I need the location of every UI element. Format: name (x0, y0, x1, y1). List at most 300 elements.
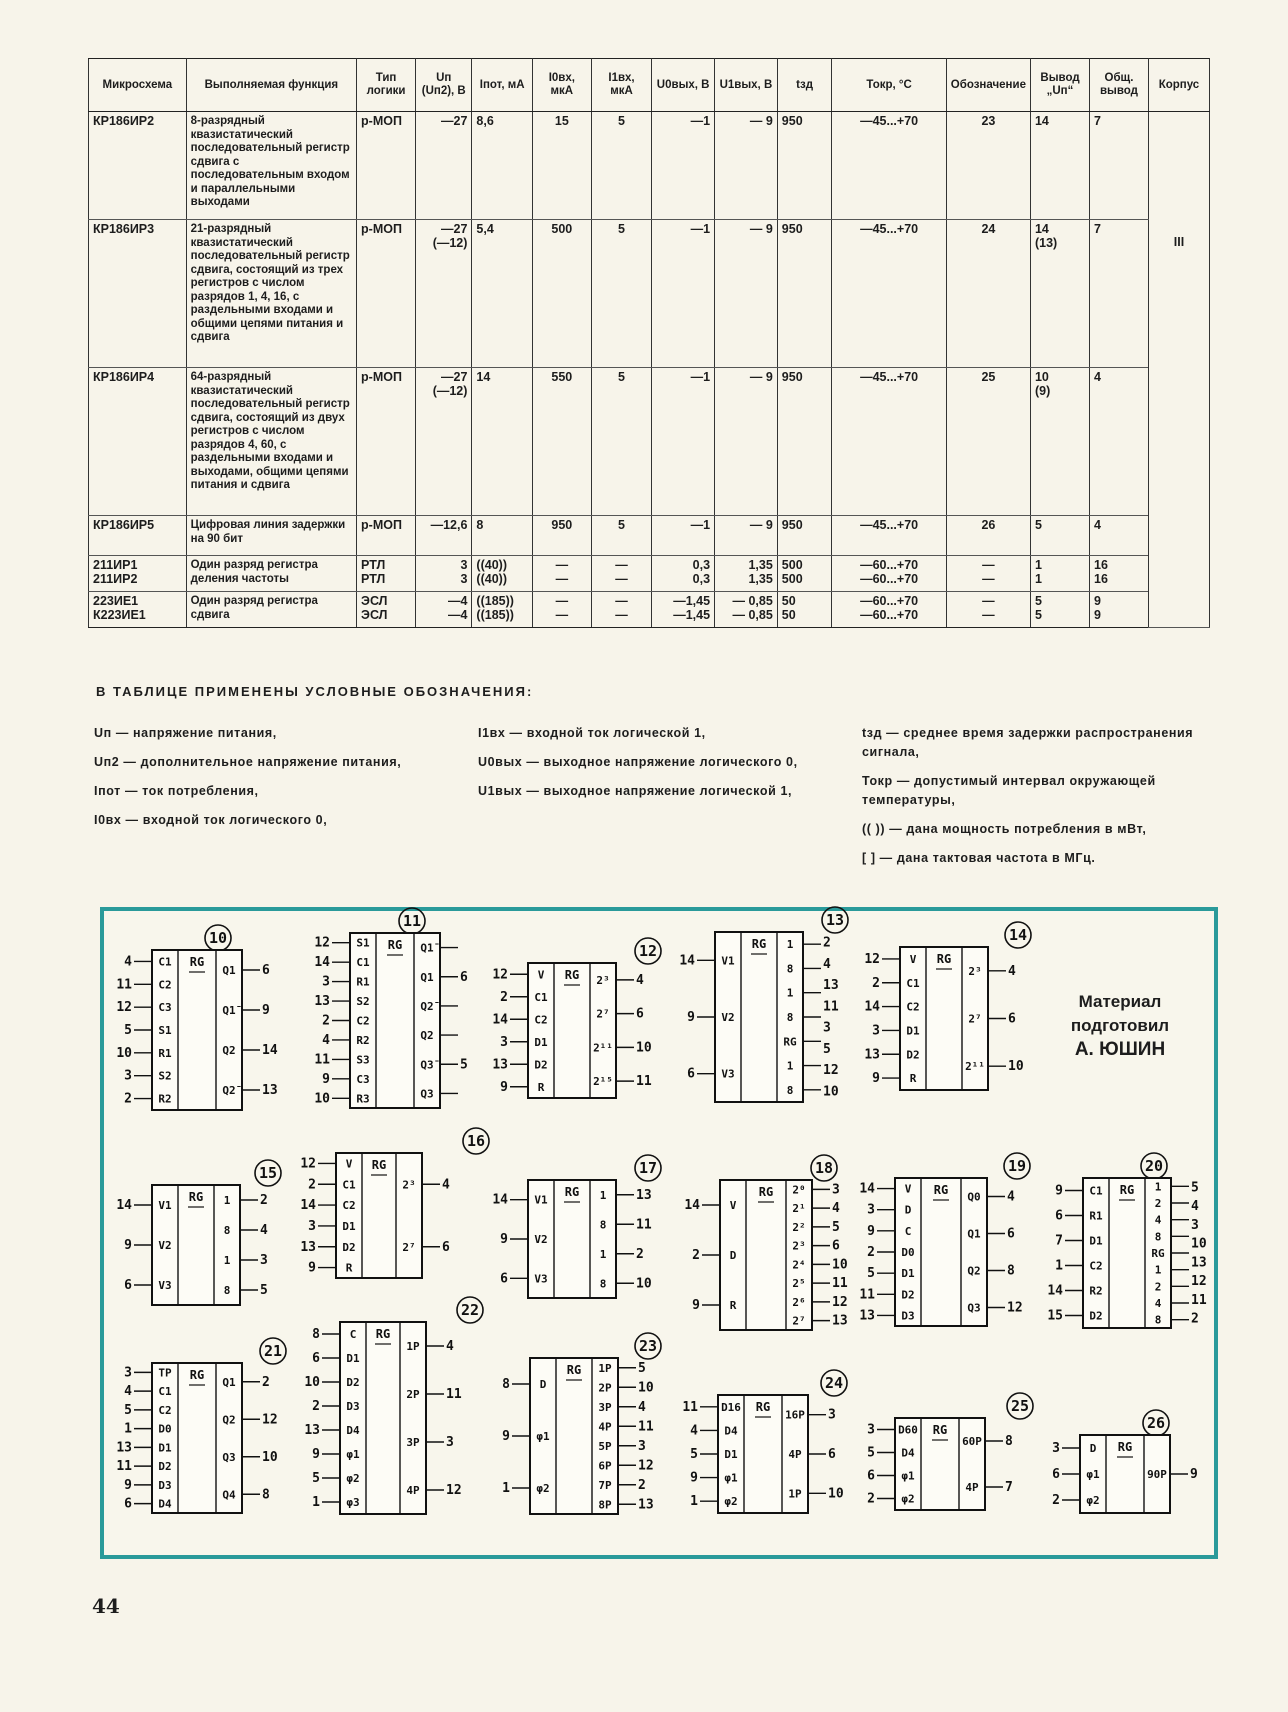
output-label: 1 (1154, 1180, 1162, 1194)
pin-number-in: 10 (304, 1375, 320, 1390)
cell-korpus: III (1148, 112, 1209, 628)
pin-number-in: 2 (692, 1248, 700, 1263)
pin-number-in: 1 (502, 1481, 510, 1496)
input-label: φ2 (536, 1482, 550, 1495)
cell-oboz: 23 (946, 112, 1030, 220)
input-label: C (904, 1224, 912, 1238)
pin-number-out: 5 (638, 1360, 646, 1376)
cell-chip: 211ИР1 211ИР2 (89, 556, 187, 592)
output-label: 2³ (968, 964, 982, 978)
input-label: S3 (356, 1053, 370, 1067)
output-label: 1 (786, 1059, 794, 1073)
input-label: D1 (342, 1219, 356, 1233)
pin-number-out: 5 (823, 1041, 831, 1057)
pin-number-in: 13 (859, 1308, 875, 1324)
output-label: 1P (598, 1361, 612, 1375)
input-label: φ1 (536, 1430, 550, 1443)
pin-number-in: 14 (859, 1181, 875, 1197)
register-label: RG (566, 1363, 582, 1377)
input-label: V1 (721, 954, 735, 968)
diagram-number: 14 (1008, 926, 1028, 944)
col-header: Общ. вывод (1090, 59, 1149, 112)
output-label: 2³ (402, 1178, 416, 1192)
diagram-number: 17 (638, 1159, 658, 1177)
output-label: RG (1151, 1247, 1165, 1260)
pin-number-in: 8 (312, 1327, 320, 1342)
pin-number-in: 5 (867, 1445, 875, 1461)
output-label: 8 (223, 1284, 231, 1297)
pin-number-out: 4 (260, 1223, 268, 1238)
input-label: V2 (158, 1239, 172, 1252)
pin-number-in: 14 (492, 1012, 508, 1028)
input-label: S1 (356, 936, 370, 950)
output-label: 6P (598, 1459, 612, 1473)
pin-number-out: 2 (260, 1193, 268, 1208)
cell-u0: —1 (652, 516, 715, 556)
register-label: RG (751, 937, 767, 951)
pin-number-in: 13 (116, 1440, 132, 1456)
diagram-number: 24 (824, 1374, 844, 1392)
legend-item: Uп2 — дополнительное напряжение питания, (94, 755, 402, 769)
pin-number-out: 4 (636, 972, 644, 988)
pin-number-out: 12 (638, 1458, 654, 1474)
col-header: Iпот, мА (472, 59, 533, 112)
pin-number-out: 11 (832, 1276, 848, 1292)
input-label: D (904, 1203, 912, 1217)
cell-chip: 223ИЕ1 К223ИЕ1 (89, 592, 187, 628)
output-label: Q0 (967, 1190, 981, 1204)
legend-item: U0вых — выходное напряжение логического 0, (478, 755, 798, 769)
output-label: Q3̄ (420, 1058, 434, 1072)
pin-number-in: 3 (124, 1365, 132, 1381)
pin-number-out: 12 (1191, 1274, 1207, 1290)
pin-number-in: 8 (502, 1377, 510, 1392)
legend-item: tзд — среднее время задержки распространения сигнала, (862, 726, 1194, 759)
register-label: RG (932, 1423, 948, 1437)
output-label: 8 (599, 1277, 607, 1291)
pin-number-out: 9 (1190, 1467, 1198, 1482)
input-label: R1 (1089, 1209, 1103, 1223)
output-label: 2 (1154, 1280, 1162, 1294)
pin-number-in: 6 (500, 1271, 508, 1287)
pin-number-in: 12 (116, 1000, 132, 1016)
output-label: 2P (598, 1381, 612, 1395)
output-label: 1 (1154, 1263, 1162, 1277)
pin-number-in: 9 (867, 1223, 875, 1239)
input-label: C2 (158, 1403, 172, 1417)
pin-number-out: 2 (636, 1246, 644, 1262)
pin-number-out: 3 (446, 1435, 454, 1450)
output-label: 3P (598, 1400, 612, 1414)
pin-number-out: 13 (262, 1083, 278, 1098)
cell-up: —27 (—12) (416, 368, 472, 516)
pin-number-in: 14 (679, 953, 695, 969)
pin-number-in: 9 (124, 1477, 132, 1493)
output-label: 2⁴ (792, 1258, 806, 1272)
cell-vyvod: 14 (13) (1030, 220, 1089, 368)
col-header: Обозначение (946, 59, 1030, 112)
pin-number-out: 12 (1007, 1300, 1023, 1316)
cell-vyvod: 5 5 (1030, 592, 1089, 628)
pin-number-out: 12 (262, 1412, 278, 1428)
pin-number-in: 11 (314, 1052, 330, 1068)
pin-number-out: 4 (446, 1339, 454, 1354)
cell-i0: 950 (532, 516, 591, 556)
cell-i0: — — (532, 556, 591, 592)
cell-u1: — 9 (715, 112, 778, 220)
input-label: C3 (356, 1072, 370, 1086)
diagram-number: 11 (402, 912, 422, 930)
pin-number-out: 4 (638, 1399, 646, 1415)
output-label: 2 (1154, 1197, 1162, 1210)
pin-number-out: 3 (828, 1407, 836, 1423)
output-label: 2³ (596, 973, 610, 987)
cell-ipot: ((185)) ((185)) (472, 592, 533, 628)
output-label: Q2 (967, 1264, 981, 1278)
input-label: R (537, 1080, 545, 1094)
pin-number-out: 13 (1191, 1255, 1207, 1271)
output-label: 60P (962, 1435, 982, 1448)
cell-obsh: 16 16 (1090, 556, 1149, 592)
input-label: φ1 (724, 1471, 738, 1485)
legend-item: (( )) — дана мощность потребления в мВт, (862, 822, 1147, 836)
input-label: V1 (158, 1199, 172, 1212)
col-header: Тип логики (357, 59, 416, 112)
input-label: C3 (158, 1001, 172, 1015)
col-header: I1вх, мкА (591, 59, 652, 112)
pin-number-in: 3 (124, 1068, 132, 1084)
pin-number-in: 2 (124, 1091, 132, 1107)
cell-u0: —1 (652, 368, 715, 516)
pin-number-in: 9 (322, 1071, 330, 1087)
cell-vyvod: 14 (1030, 112, 1089, 220)
output-label: Q1̄ (420, 941, 434, 955)
pin-number-out: 4 (442, 1177, 450, 1193)
col-header: U0вых, В (652, 59, 715, 112)
output-label: 8P (598, 1498, 612, 1512)
cell-oboz: 26 (946, 516, 1030, 556)
pin-number-in: 6 (1055, 1208, 1063, 1224)
input-label: R1 (356, 975, 370, 989)
cell-ipot: 14 (472, 368, 533, 516)
cell-logic: ЭСЛ ЭСЛ (357, 592, 416, 628)
cell-temp: —45...+70 (832, 368, 946, 516)
input-label: C2 (356, 1014, 370, 1028)
output-label: Q3 (420, 1087, 434, 1101)
pin-number-out: 8 (1005, 1434, 1013, 1449)
cell-logic: р-МОП (357, 112, 416, 220)
cell-temp: —60...+70 —60...+70 (832, 556, 946, 592)
output-label: 1 (786, 986, 794, 1000)
input-label: C2 (534, 1013, 548, 1027)
register-label: RG (189, 1368, 205, 1382)
input-label: D (1089, 1442, 1097, 1455)
pin-number-out: 6 (828, 1447, 836, 1462)
output-label: 2⁷ (402, 1240, 416, 1254)
pin-number-in: 2 (867, 1245, 875, 1260)
input-label: V (537, 968, 545, 982)
pin-number-out: 11 (636, 1074, 652, 1090)
pin-number-out: 9 (262, 1003, 270, 1018)
cell-function: 21-разрядный квазистатический последовательный регистр сдвига, состоящий из трех регистров с числом разрядов 1, 4, 16, с раздельными входами и общими цепями питания и сдвига (186, 220, 356, 368)
diagram-number: 20 (1144, 1157, 1164, 1175)
input-label: D1 (906, 1024, 920, 1038)
cell-oboz: 24 (946, 220, 1030, 368)
pin-number-out: 3 (260, 1253, 268, 1268)
input-label: R (729, 1299, 737, 1312)
input-label: V3 (534, 1272, 548, 1286)
cell-chip: КР186ИР5 (89, 516, 187, 556)
output-label: 8 (786, 1083, 794, 1097)
col-header: I0вх, мкА (532, 59, 591, 112)
diagram-number: 10 (208, 929, 228, 947)
pin-number-out: 3 (832, 1182, 840, 1198)
register-label: RG (1119, 1183, 1135, 1197)
diagram-number: 21 (263, 1342, 283, 1360)
pin-number-in: 3 (872, 1023, 880, 1039)
pin-number-out: 4 (1007, 1189, 1015, 1205)
cell-up: —4 —4 (416, 592, 472, 628)
pin-number-out: 2 (638, 1477, 646, 1493)
output-label: 8 (599, 1218, 607, 1232)
pin-number-out: 11 (638, 1419, 654, 1435)
input-label: TP (158, 1366, 172, 1380)
input-label: C1 (356, 956, 370, 970)
pin-number-in: 3 (308, 1218, 316, 1234)
pin-number-out: 4 (832, 1201, 840, 1217)
pin-number-out: 10 (638, 1380, 654, 1396)
diagram-number: 12 (638, 942, 658, 960)
cell-i1: 5 (591, 368, 652, 516)
cell-i1: 5 (591, 112, 652, 220)
cell-oboz: — — (946, 556, 1030, 592)
col-header: tзд (777, 59, 832, 112)
author-line-1: Материал (1078, 992, 1162, 1011)
author-line-2: подготовил (1070, 1016, 1170, 1035)
input-label: R2 (158, 1092, 172, 1106)
pin-number-out: 10 (828, 1486, 844, 1502)
pin-number-out: 10 (1008, 1059, 1024, 1075)
pin-number-in: 9 (308, 1260, 316, 1276)
pin-number-out: 4 (823, 956, 831, 972)
input-label: D3 (901, 1309, 915, 1323)
cell-ipot: 8,6 (472, 112, 533, 220)
output-label: 5P (598, 1439, 612, 1453)
pin-number-in: 13 (864, 1047, 880, 1063)
author-credit (1050, 990, 1190, 1062)
input-label: φ2 (901, 1492, 915, 1506)
output-label: 2¹¹ (965, 1060, 985, 1074)
pin-number-in: 1 (312, 1495, 320, 1510)
output-label: 4 (1154, 1213, 1162, 1227)
output-label: 1P (406, 1340, 420, 1353)
pin-number-in: 14 (300, 1198, 316, 1214)
output-label: 1 (786, 938, 794, 952)
pin-number-in: 14 (314, 955, 330, 971)
pin-number-out: 10 (636, 1040, 652, 1056)
author-name: А. ЮШИН (1074, 1039, 1166, 1060)
input-label: D4 (724, 1424, 738, 1438)
legend-item: Uп — напряжение питания, (94, 726, 277, 740)
output-label: Q1 (420, 970, 434, 984)
output-label: 1 (223, 1194, 231, 1207)
pin-number-in: 9 (1055, 1183, 1063, 1199)
input-label: D2 (346, 1376, 360, 1389)
pin-number-in: 2 (308, 1177, 316, 1193)
input-label: S1 (158, 1024, 172, 1037)
cell-u1: — 9 (715, 220, 778, 368)
cell-u0: —1,45 —1,45 (652, 592, 715, 628)
input-label: D1 (158, 1441, 172, 1455)
input-label: R2 (356, 1033, 370, 1047)
pin-number-out: 6 (460, 969, 468, 985)
cell-u0: —1 (652, 220, 715, 368)
cell-obsh: 9 9 (1090, 592, 1149, 628)
input-label: φ2 (724, 1495, 738, 1509)
pin-number-in: 1 (690, 1494, 698, 1510)
cell-i0: 500 (532, 220, 591, 368)
pin-number-in: 9 (692, 1298, 700, 1313)
input-label: V2 (721, 1011, 735, 1024)
pin-number-in: 9 (500, 1232, 508, 1247)
cell-i1: — — (591, 556, 652, 592)
input-label: R (909, 1072, 917, 1086)
pin-number-out: 6 (1007, 1226, 1015, 1242)
output-label: Q2 (222, 1044, 236, 1057)
cell-up: —27 (—12) (416, 220, 472, 368)
cell-chip: КР186ИР3 (89, 220, 187, 368)
input-label: R2 (1089, 1284, 1103, 1298)
output-label: 8 (786, 1011, 794, 1024)
cell-chip: КР186ИР4 (89, 368, 187, 516)
pin-number-in: 6 (124, 1496, 132, 1512)
cell-i1: 5 (591, 516, 652, 556)
register-label: RG (371, 1158, 387, 1172)
legend-item: [ ] — дана тактовая частота в МГц. (862, 851, 1096, 865)
input-label: V1 (534, 1193, 548, 1207)
input-label: φ3 (346, 1496, 360, 1509)
cell-ipot: ((40)) ((40)) (472, 556, 533, 592)
pin-number-in: 9 (312, 1447, 320, 1462)
cell-oboz: — — (946, 592, 1030, 628)
cell-temp: —45...+70 (832, 220, 946, 368)
pin-number-out: 10 (832, 1257, 848, 1273)
pin-number-in: 3 (1052, 1441, 1060, 1456)
pin-number-in: 4 (322, 1032, 330, 1048)
pin-number-out: 5 (460, 1057, 468, 1073)
pin-number-in: 10 (314, 1091, 330, 1107)
input-label: C2 (342, 1199, 356, 1213)
cell-obsh: 4 (1090, 368, 1149, 516)
cell-temp: —45...+70 (832, 112, 946, 220)
output-label: 2¹¹ (593, 1041, 613, 1055)
input-label: φ1 (901, 1469, 915, 1483)
input-label: D16 (721, 1400, 741, 1414)
pin-number-out: 8 (262, 1487, 270, 1503)
pin-number-out: 10 (262, 1449, 278, 1465)
pin-number-out: 2 (262, 1374, 270, 1390)
input-label: D1 (534, 1035, 548, 1049)
output-label: 2⁷ (792, 1314, 806, 1328)
register-label: RG (1117, 1440, 1133, 1454)
pin-number-in: 6 (687, 1066, 695, 1082)
pin-number-out: 12 (832, 1294, 848, 1310)
cell-tzd: 950 (777, 368, 832, 516)
output-label: 2⁰ (792, 1183, 806, 1197)
input-label: φ2 (346, 1472, 360, 1485)
pin-number-out: 5 (832, 1219, 840, 1235)
input-label: C1 (906, 976, 920, 990)
output-label: Q2 (420, 1029, 434, 1043)
input-label: D2 (901, 1288, 915, 1302)
pin-number-in: 3 (867, 1422, 875, 1438)
pin-number-in: 9 (124, 1238, 132, 1253)
pin-number-in: 14 (864, 999, 880, 1015)
input-label: V (909, 952, 917, 966)
input-label: V3 (721, 1067, 735, 1081)
input-label: D (729, 1249, 737, 1262)
pin-number-out: 2 (823, 935, 831, 951)
pin-number-out: 14 (262, 1043, 278, 1058)
output-label: RG (783, 1035, 797, 1049)
input-label: D1 (901, 1267, 915, 1281)
cell-u0: 0,3 0,3 (652, 556, 715, 592)
cell-up: —27 (416, 112, 472, 220)
pin-number-in: 12 (300, 1156, 316, 1172)
pin-number-out: 3 (638, 1438, 646, 1454)
input-label: C2 (1089, 1259, 1103, 1273)
input-label: C1 (158, 1385, 172, 1399)
pin-number-in: 2 (872, 975, 880, 991)
pin-number-in: 5 (124, 1402, 132, 1418)
input-label: R (345, 1261, 353, 1275)
pin-number-in: 9 (500, 1079, 508, 1095)
pin-number-out: 11 (1191, 1292, 1207, 1308)
pin-number-out: 12 (823, 1063, 839, 1079)
legend-item: I1вх — входной ток логической 1, (478, 726, 706, 740)
pin-number-in: 12 (492, 967, 508, 983)
input-label: D60 (898, 1423, 918, 1437)
register-label: RG (188, 1190, 204, 1204)
pin-number-out: 6 (262, 963, 270, 978)
diagram-number: 22 (460, 1301, 480, 1319)
cell-tzd: 950 (777, 516, 832, 556)
pin-number-in: 14 (116, 1198, 132, 1213)
input-label: C2 (906, 1000, 920, 1014)
input-label: D3 (346, 1400, 360, 1413)
pin-number-in: 13 (304, 1423, 320, 1438)
pin-number-in: 4 (690, 1423, 698, 1439)
output-label: 8 (786, 962, 794, 976)
diagram-number: 13 (825, 911, 845, 929)
output-label: 1 (223, 1254, 231, 1267)
output-label: 4P (788, 1448, 802, 1461)
pin-number-in: 1 (1055, 1258, 1063, 1274)
output-label: Q2 (222, 1413, 236, 1427)
pin-number-out: 10 (823, 1084, 839, 1100)
input-label: D4 (158, 1497, 172, 1511)
cell-u1: — 0,85 — 0,85 (715, 592, 778, 628)
output-label: 8 (1154, 1230, 1162, 1244)
pin-number-in: 9 (690, 1470, 698, 1486)
input-label: φ1 (346, 1448, 360, 1461)
diagram-number: 15 (258, 1164, 278, 1182)
output-label: 2³ (792, 1239, 806, 1253)
output-label: Q3 (967, 1301, 981, 1315)
register-label: RG (564, 968, 580, 982)
cell-up: 3 3 (416, 556, 472, 592)
pin-number-in: 9 (687, 1010, 695, 1025)
